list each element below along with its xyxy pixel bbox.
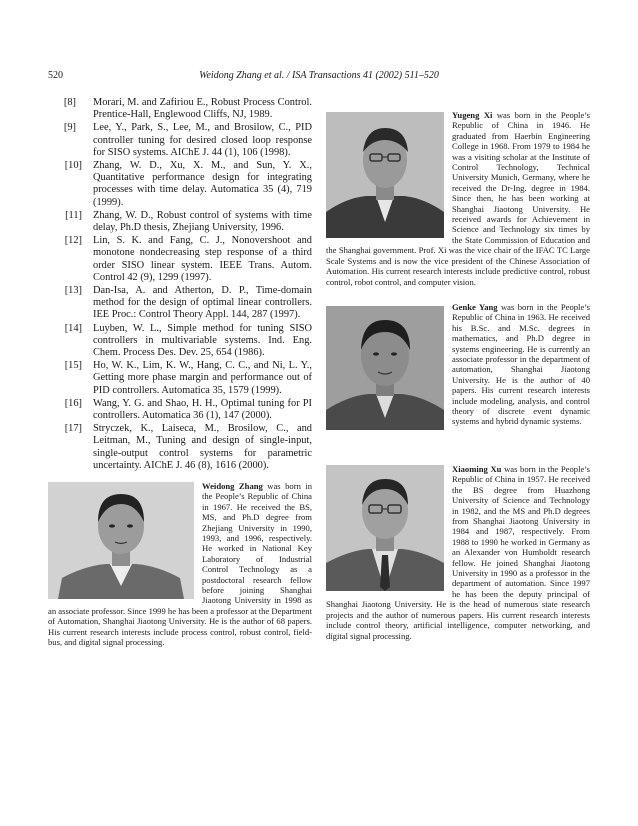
author-name: Xiaoming Xu [452,464,502,474]
reference-number: [10] [64,160,82,172]
bio-body: was born in the People’s Republic of China in 1946. He graduated from Haerbin Engineering College in 1968. From 1979 to 1984 he was a visiting scholar at the Institute of Control Technology, Technical University Munich, Germany, where he received the Dr-Ing. degree in 1984. Since then, he has been working at Shanghai Jiaotong University. He received awards for Achievement in Science and Technology six times by the State Commission of Education and the Shanghai government. Prof. Xi was the vice chair of the IFAC TC Large Scale Systems and is now the vice president of the Chinese Association of Automation. His current research interests include predictive control, robust control, robot control, and computer vision. [326,110,590,287]
bio-yugeng-xi [326,110,590,287]
bio-body: was born in the People’s Republic of China in 1963. He received his B.Sc. and M.Sc. degrees in mathematics, and Ph.D degree in systems engineering. He is currently an associate professor in the department of automation, Shanghai Jiaotong University. He is the author of 40 papers. His current research interests include modeling, analysis, and control theory of discrete event dynamic systems and hybrid dynamic systems. [452,302,590,427]
reference-text: Zhang, W. D., Xu, X. M., and Sun, Y. X., Quantitative performance design for integrating processes with time delay. Automatica 35 (4), 719 (1999). [93,160,312,208]
reference-number: [17] [64,423,82,435]
author-photo [48,482,194,599]
reference-text: Lee, Y., Park, S., Lee, M., and Brosilow, C., PID controller tuning for desired closed loop response for SISO systems. AIChE J. 44 (1), 106 (1998). [93,122,312,158]
reference-item [62,398,312,422]
bio-genke-yang [326,302,590,432]
bio-xiaoming-xu [326,464,590,641]
reference-item [62,423,312,472]
reference-item [62,235,312,284]
bio-weidong-zhang [48,481,312,648]
reference-text: Zhang, W. D., Robust control of systems with time delay, Ph.D thesis, Zhejiang University, 1996. [93,209,312,234]
reference-number: [8] [63,97,76,108]
reference-number: [9] [63,122,76,134]
reference-number: [15] [64,360,82,372]
reference-item [62,210,312,234]
author-photo [326,465,444,591]
reference-text: Luyben, W. L., Simple method for tuning SISO controllers in multivariable systems. Ind. Eng. Chem. Process Des. Dev. 25, 654 (1986). [93,322,312,359]
author-name: Weidong Zhang [202,481,263,491]
running-head: Weidong Zhang et al. / ISA Transactions 41 (2002) 511–520 [199,70,439,81]
reference-number: [11] [65,209,82,221]
page-header [0,70,638,84]
reference-item [62,122,312,159]
reference-number: [13] [64,285,82,297]
author-name: Genke Yang [452,302,498,312]
portrait-image [326,306,444,430]
portrait-image [48,482,194,599]
reference-item [62,97,312,121]
author-photo [326,112,444,238]
reference-number: [12] [64,235,82,247]
portrait-image [326,112,444,238]
reference-text: Wang, Y. G. and Shao, H. H., Optimal tuning for PI controllers. Automatica 36 (1), 147 (2000). [93,397,312,422]
reference-list [62,97,312,473]
reference-item [62,285,312,322]
bio-body: was born in the People’s Republic of China in 1957. He received the BS degree from Huazhong University of Science and Technology in 1982, and the MS and Ph.D degrees from Shanghai Jiaotong University in 1984 and 1987, respectively. From 1988 to 1990 he worked in Germany as an Alexander von Humboldt research fellow. He joined Shanghai Jiaotong University in 1990 as a professor in the department of automation. Since 1997 he has been the deputy principal of Shanghai Jiaotong University. He is the head of numerous state research projects and the author of numerous papers. His current research interests include control theory, artificial intelligence, computer networking, and digital signal processing. [326,464,590,641]
author-name: Yugeng Xi [452,110,493,120]
reference-text: Stryczek, K., Laiseca, M., Brosilow, C., and Leitman, M., Tuning and design of single-input, single-output control systems for parametric uncertainty. AIChE J. 46 (8), 1616 (2000). [93,423,312,471]
author-photo [326,306,444,430]
portrait-image [326,465,444,591]
reference-text: Dan-Isa, A. and Atherton, D. P., Time-domain method for the design of optimal linear controllers. IEE Proc.: Control Theory Appl. 144, 287 (1997). [93,285,312,321]
reference-text: Morari, M. and Zafiriou E., Robust Process Control. Prentice-Hall, Englewood Cliffs, NJ, 1989. [93,97,312,121]
reference-number: [14] [64,322,82,334]
reference-item [62,360,312,397]
reference-item [62,160,312,209]
reference-item [62,323,312,360]
reference-number: [16] [64,397,82,409]
reference-text: Lin, S. K. and Fang, C. J., Nonovershoot and monotone nondecreasing step response of a third order SISO linear system. IEEE Trans. Autom. Control 42 (9), 1299 (1997). [93,235,312,283]
page-number: 520 [48,70,63,81]
reference-text: Ho, W. K., Lim, K. W., Hang, C. C., and Ni, L. Y., Getting more phase margin and performance out of PID controllers. Automatica 35, 1579 (1999). [93,360,312,396]
bio-body: was born in the People’s Republic of China in 1967. He received the BS, MS, and Ph.D degree from Zhejiang University in 1990, 1993, and 1996, respectively. He worked in National Key Laboratory of Industrial Control Technology as a postdoctoral research fellow before joining Shanghai Jiaotong University in 1998 as an associate professor. Since 1999 he has been a professor at the Department of Automation, Shanghai Jiaotong University. He is the author of 68 papers. His current research interests include process control, robust control, field-bus, and digital signal processing. [48,481,313,648]
